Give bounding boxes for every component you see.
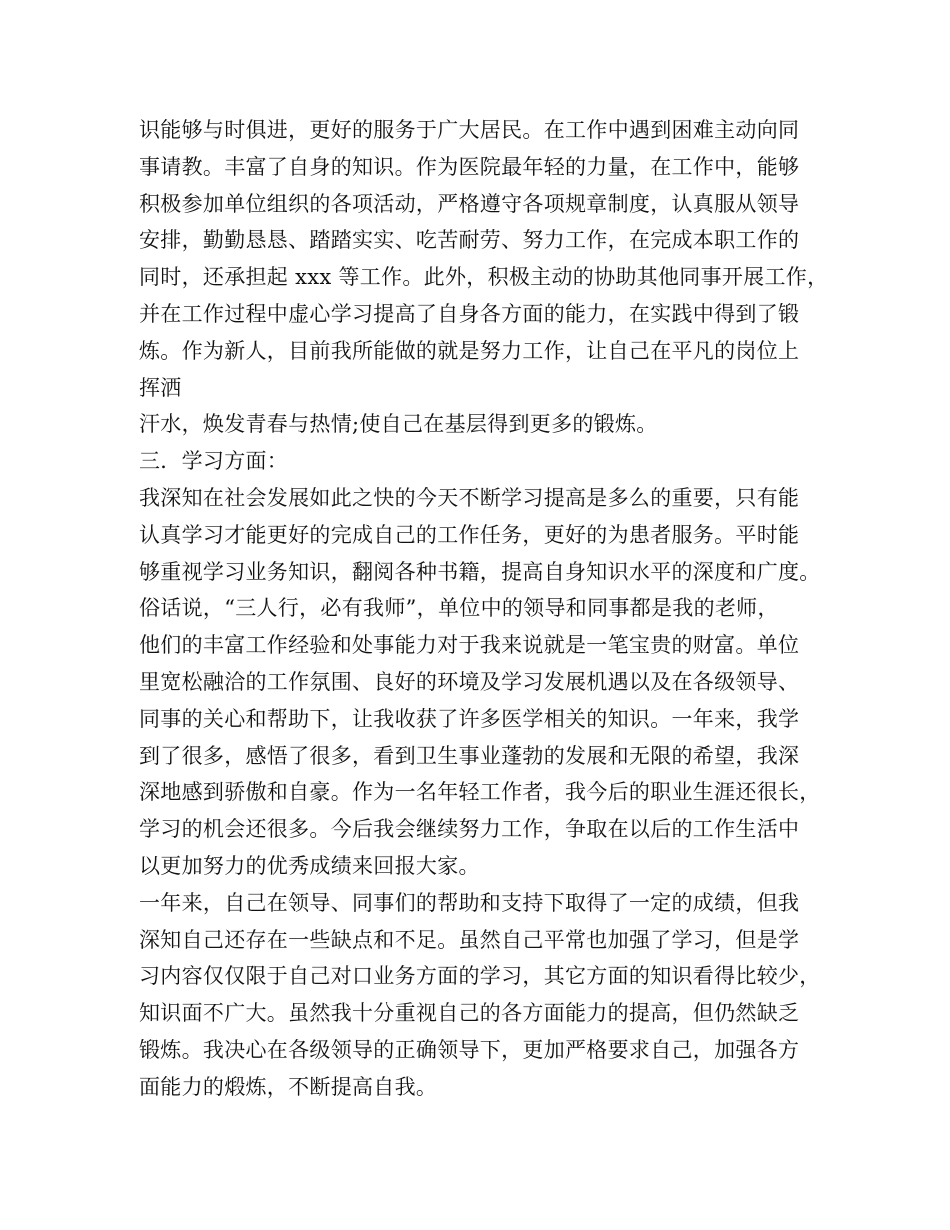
text-line: 学习的机会还很多。今后我会继续努力工作，争取在以后的工作生活中 <box>139 817 800 842</box>
text-line: 积极参加单位组织的各项活动，严格遵守各项规章制度，认真服从领导 <box>139 191 800 216</box>
text-line: 同时，还承担起 xxx 等工作。此外，积极主动的协助其他同事开展工作， <box>139 265 829 290</box>
text-line: 并在工作过程中虚心学习提高了自身各方面的能力，在实践中得到了锻 <box>139 301 800 326</box>
text-line: 他们的丰富工作经验和处事能力对于我来说就是一笔宝贵的财富。单位 <box>139 633 800 658</box>
text-line: 识能够与时俱进，更好的服务于广大居民。在工作中遇到困难主动向同 <box>139 118 800 142</box>
text-line: 挥洒 <box>139 375 182 400</box>
text-line: 知识面不广大。虽然我十分重视自己的各方面能力的提高，但仍然缺乏 <box>139 1001 800 1026</box>
text-line: 到了很多，感悟了很多，看到卫生事业蓬勃的发展和无限的希望，我深 <box>139 743 800 768</box>
text-line: 一年来，自己在领导、同事们的帮助和支持下取得了一定的成绩，但我 <box>139 890 800 915</box>
text-line: 我深知在社会发展如此之快的今天不断学习提高是多么的重要，只有能 <box>139 485 800 510</box>
text-line: 锻炼。我决心在各级领导的正确领导下，更加严格要求自己，加强各方 <box>139 1037 800 1062</box>
document-body <box>139 112 839 1106</box>
text-line: 安排，勤勤恳恳、踏踏实实、吃苦耐劳、努力工作，在完成本职工作的 <box>139 228 800 253</box>
text-line: 够重视学习业务知识，翻阅各种书籍，提高自身知识水平的深度和广度。 <box>139 559 821 584</box>
text-line: 以更加努力的优秀成绩来回报大家。 <box>139 853 480 878</box>
text-line: 深地感到骄傲和自豪。作为一名年轻工作者，我今后的职业生涯还很长， <box>139 780 821 805</box>
text-line: 习内容仅仅限于自己对口业务方面的学习，其它方面的知识看得比较少， <box>139 964 821 989</box>
text-line: 面能力的煅炼，不断提高自我。 <box>139 1074 438 1099</box>
text-line: 深知自己还存在一些缺点和不足。虽然自己平常也加强了学习，但是学 <box>139 927 800 952</box>
text-line: 里宽松融洽的工作氛围、良好的环境及学习发展机遇以及在各级领导、 <box>139 669 800 694</box>
section-heading: 三．学习方面： <box>139 449 289 474</box>
text-line: 事请教。丰富了自身的知识。作为医院最年轻的力量，在工作中，能够 <box>139 154 800 179</box>
text-line: 认真学习才能更好的完成自己的工作任务，更好的为患者服务。平时能 <box>139 522 800 547</box>
text-line: 同事的关心和帮助下，让我收获了许多医学相关的知识。一年来，我学 <box>139 706 800 731</box>
text-line: 俗话说，“三人行，必有我师”，单位中的领导和同事都是我的老师， <box>139 596 779 621</box>
text-line: 炼。作为新人，目前我所能做的就是努力工作，让自己在平凡的岗位上 <box>139 338 800 363</box>
text-line: 汗水，焕发青春与热情;使自己在基层得到更多的锻炼。 <box>139 412 658 437</box>
